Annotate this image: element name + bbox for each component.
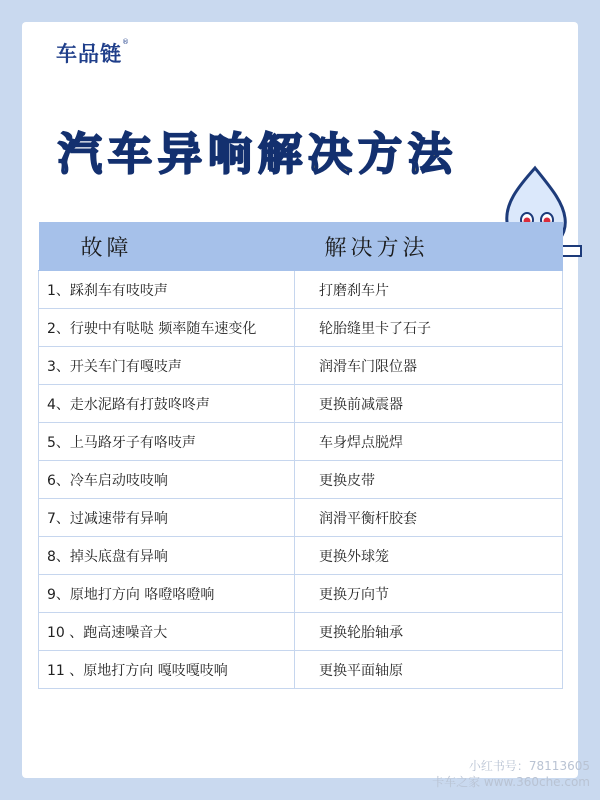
fault-cell: 4、走水泥路有打鼓咚咚声 bbox=[39, 385, 295, 423]
fault-cell: 3、开关车门有嘎吱声 bbox=[39, 347, 295, 385]
table-row bbox=[39, 537, 563, 575]
brand-logo bbox=[56, 38, 130, 68]
table-header-row bbox=[39, 222, 563, 271]
solution-cell: 更换万向节 bbox=[295, 575, 563, 613]
fault-cell: 7、过减速带有异响 bbox=[39, 499, 295, 537]
solution-cell: 更换外球笼 bbox=[295, 537, 563, 575]
solution-cell: 轮胎缝里卡了石子 bbox=[295, 309, 563, 347]
table-row bbox=[39, 385, 563, 423]
solution-cell: 更换前减震器 bbox=[295, 385, 563, 423]
solution-cell: 更换平面轴原 bbox=[295, 651, 563, 689]
table-row bbox=[39, 423, 563, 461]
fault-cell: 2、行驶中有哒哒 频率随车速变化 bbox=[39, 309, 295, 347]
table-row bbox=[39, 651, 563, 689]
header-fault: 故障 bbox=[39, 222, 295, 271]
table-row bbox=[39, 347, 563, 385]
solution-cell: 更换皮带 bbox=[295, 461, 563, 499]
title-part2: 解决方法 bbox=[258, 129, 458, 180]
page-title bbox=[58, 118, 528, 182]
brand-name: 车品链 bbox=[56, 42, 122, 66]
registered-mark: ® bbox=[122, 38, 130, 46]
fault-solution-table bbox=[38, 222, 563, 689]
watermark-line1: 小红书号：78113605 bbox=[468, 759, 590, 773]
solution-cell: 润滑车门限位器 bbox=[295, 347, 563, 385]
watermark bbox=[432, 758, 590, 790]
table-row bbox=[39, 613, 563, 651]
watermark-line2: 卡车之家 www.360che.com bbox=[432, 775, 590, 789]
content-card bbox=[22, 22, 578, 778]
table-row bbox=[39, 499, 563, 537]
table-row bbox=[39, 575, 563, 613]
fault-cell: 1、踩刹车有吱吱声 bbox=[39, 271, 295, 309]
table-row bbox=[39, 309, 563, 347]
fault-cell: 11 、原地打方向 嘎吱嘎吱响 bbox=[39, 651, 295, 689]
solution-cell: 更换轮胎轴承 bbox=[295, 613, 563, 651]
solution-cell: 润滑平衡杆胶套 bbox=[295, 499, 563, 537]
title-part1: 汽车异响 bbox=[58, 129, 258, 180]
fault-cell: 8、掉头底盘有异响 bbox=[39, 537, 295, 575]
fault-cell: 10 、跑高速噪音大 bbox=[39, 613, 295, 651]
table-row bbox=[39, 271, 563, 309]
table-row bbox=[39, 461, 563, 499]
solution-cell: 车身焊点脱焊 bbox=[295, 423, 563, 461]
solution-cell: 打磨刹车片 bbox=[295, 271, 563, 309]
fault-cell: 6、冷车启动吱吱响 bbox=[39, 461, 295, 499]
fault-cell: 9、原地打方向 咯噔咯噔响 bbox=[39, 575, 295, 613]
fault-cell: 5、上马路牙子有咯吱声 bbox=[39, 423, 295, 461]
header-solution: 解决方法 bbox=[295, 222, 563, 271]
